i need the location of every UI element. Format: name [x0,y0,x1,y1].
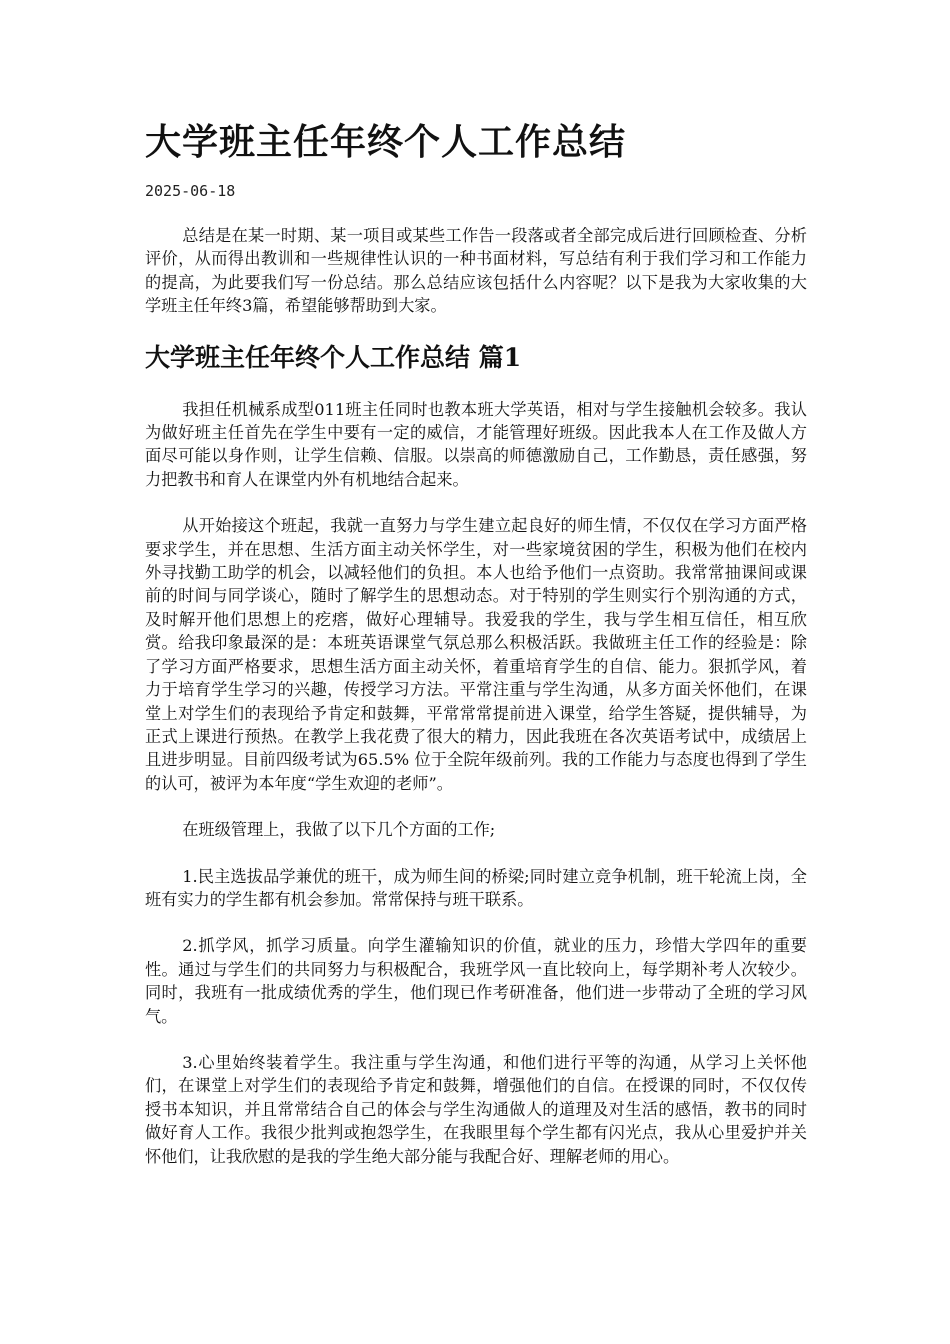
list-item-3: 3.心里始终装着学生。我注重与学生沟通，和他们进行平等的沟通，从学习上关怀他们，在课堂上对学生们的表现给予肯定和鼓舞，增强他们的自信。在授课的同时，不仅仅传授书本知识，并且常常结合自己的体会与学生沟通做人的道理及对生活的感悟，教书的同时做好育人工作。我很少批判或抱怨学生，在我眼里每个学生都有闪光点，我从心里爱护并关怀他们，让我欣慰的是我的学生绝大部分能与我配合好、理解老师的用心。 [145,1052,807,1166]
body-paragraph-2: 从开始接这个班起，我就一直努力与学生建立起良好的师生情，不仅仅在学习方面严格要求学生，并在思想、生活方面主动关怀学生，对一些家境贫困的学生，积极为他们在校内外寻找勤工助学的机会，以减轻他们的负担。本人也给予他们一点资助。我常常抽课间或课前的时间与同学谈心，随时了解学生的思想动态。对于特别的学生则实行个别沟通的方式，及时解开他们思想上的疙瘩，做好心理辅导。我爱我的学生，我与学生相互信任，相互欣赏。给我印象最深的是：本班英语课堂气氛总那么积极活跃。我做班主任工作的经验是：除了学习方面严格要求，思想生活方面主动关怀，着重培育学生的自信、能力。狠抓学风，着力于培育学生学习的兴趣，传授学习方法。平常注重与学生沟通，从多方面关怀他们，在课堂上对学生们的表现给予肯定和鼓舞，平常常常提前进入课堂，给学生答疑，提供辅导，为正式上课进行预热。在教学上我花费了很大的精力，因此我班在各次英语考试中，成绩居上且进步明显。目前四级考试为65.5% 位于全院年级前列。我的工作能力与态度也得到了学生的认可，被评为本年度“学生欢迎的老师”。 [145,516,807,793]
intro-paragraph: 总结是在某一时期、某一项目或某些工作告一段落或者全部完成后进行回顾检查、分析评价，从而得出教训和一些规律性认识的一种书面材料，写总结有利于我们学习和工作能力的提高，为此要我们写一份总结。那么总结应该包括什么内容呢？以下是我为大家收集的大学班主任年终3篇，希望能够帮助到大家。 [145,226,807,316]
list-item-1: 1.民主选拔品学兼优的班干，成为师生间的桥梁;同时建立竞争机制，班干轮流上岗，全班有实力的学生都有机会参加。常常保持与班干联系。 [145,866,807,909]
document-title: 大学班主任年终个人工作总结 [145,121,627,163]
list-item-2: 2.抓学风，抓学习质量。向学生灌输知识的价值，就业的压力，珍惜大学四年的重要性。通过与学生们的共同努力与积极配合，我班学风一直比较向上，每学期补考人次较少。同时，我班有一批成绩优秀的学生，他们现已作考研准备，他们进一步带动了全班的学习风气。 [145,936,807,1026]
section-heading: 大学班主任年终个人工作总结 篇1 [145,342,522,372]
body-paragraph-1: 我担任机械系成型011班主任同时也教本班大学英语，相对与学生接触机会较多。我认为做好班主任首先在学生中要有一定的威信，才能管理好班级。因此我本人在工作及做人方面尽可能以身作则，让学生信赖、信服。以崇高的师德激励自己，工作勤恳，责任感强，努力把教书和育人在课堂内外有机地结合起来。 [145,399,807,489]
publish-date: 2025-06-18 [145,182,236,200]
document-page [145,118,807,1168]
body-paragraph-3: 在班级管理上，我做了以下几个方面的工作; [182,820,496,840]
